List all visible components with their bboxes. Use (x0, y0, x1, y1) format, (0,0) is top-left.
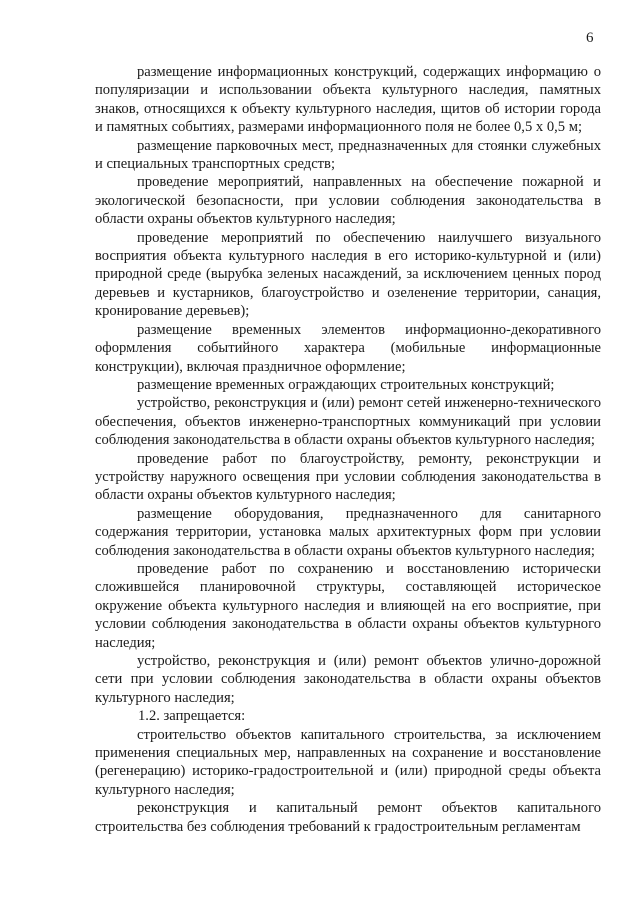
paragraph-1: размещение информационных конструкций, содержащих информацию о популяризации и использовании объекта культурного наследия, памятных знаков, относящихся к объекту культурного наследия, щитов об истории города и памятных событиях, размерами информационного поля не более 0,5 х 0,5 м; (95, 64, 601, 136)
paragraph-6: размещение временных ограждающих строительных конструкций; (137, 376, 555, 393)
paragraph-3: проведение мероприятий, направленных на обеспечение пожарной и экологической безопасности, при условии соблюдения законодательства в области охраны объектов культурного наследия; (95, 174, 601, 228)
paragraph-5: размещение временных элементов информационно-декоративного оформления событийного характера (мобильные информационные конструкции), включая праздничное оформление; (95, 321, 601, 375)
paragraph-11: устройство, реконструкция и (или) ремонт объектов улично-дорожной сети при условии соблюдения законодательства в области охраны объектов культурного наследия; (95, 653, 601, 706)
page-number: 6 (586, 30, 594, 46)
paragraph-8: проведение работ по благоустройству, ремонту, реконструкции и устройству наружного освещения при условии соблюдения законодательства в области охраны объектов культурного наследия; (95, 450, 601, 504)
subsection-heading: 1.2. запрещается: (138, 708, 246, 725)
paragraph-13: строительство объектов капитального строительства, за исключением применения специальных мер, направленных на сохранение и восстановление (регенерацию) историко-градостроительной и (или) природной среды объекта культурного наследия; (95, 726, 601, 798)
document-body (95, 63, 601, 836)
paragraph-9: размещение оборудования, предназначенного для санитарного содержания территории, установка малых архитектурных форм при условии соблюдения законодательства в области охраны объектов культурного наследия; (95, 505, 601, 559)
paragraph-14: реконструкция и капитальный ремонт объектов капитального строительства без соблюдения требований к градостроительным регламентам (95, 800, 601, 835)
paragraph-4: проведение мероприятий по обеспечению наилучшего визуального восприятия объекта культурного наследия в его историко-культурной и (или) природной среде (вырубка зеленых насаждений, за исключением ценных пород деревьев и кустарников, благоустройство и озеленение территории, санация, кронирование деревьев); (95, 229, 601, 320)
paragraph-2: размещение парковочных мест, предназначенных для стоянки служебных и специальных транспортных средств; (95, 137, 601, 173)
paragraph-7: устройство, реконструкция и (или) ремонт сетей инженерно-технического обеспечения, объектов инженерно-транспортных коммуникаций при условии соблюдения законодательства в области охраны объектов культурного наследия; (95, 395, 601, 449)
paragraph-10: проведение работ по сохранению и восстановлению исторически сложившейся планировочной структуры, составляющей историческое окружение объекта культурного наследия и влияющей на его восприятие, при условии соблюдения законодательства в области охраны объектов культурного наследия; (95, 560, 601, 651)
